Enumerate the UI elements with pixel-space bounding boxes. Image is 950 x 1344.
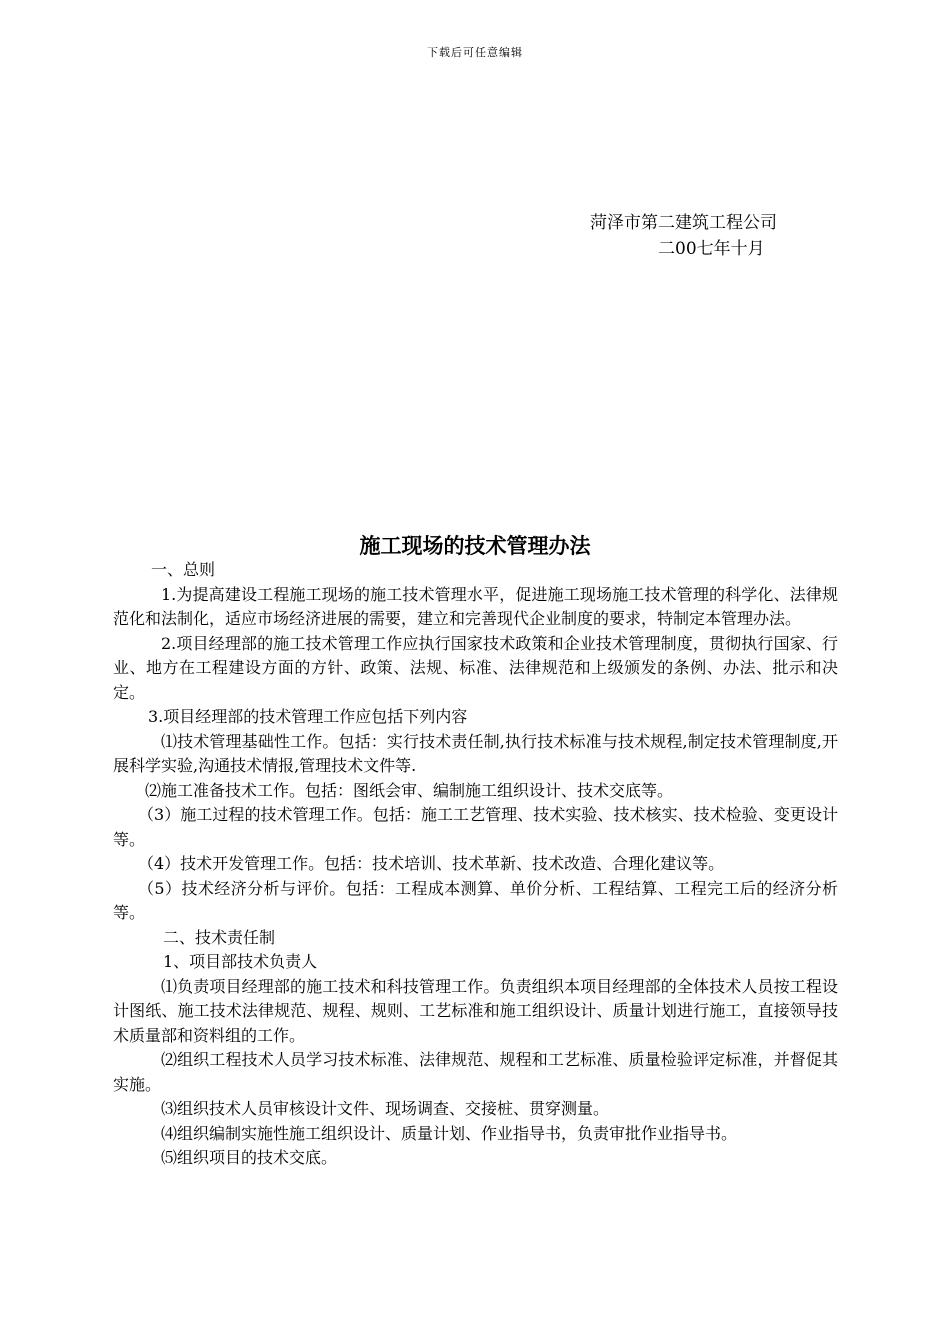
list-item: （4）技术开发管理工作。包括：技术培训、技术革新、技术改造、合理化建议等。: [138, 854, 725, 873]
list-item: （3）施工过程的技术管理工作。包括：施工工艺管理、技术实验、技术核实、技术检验、变更设计等。: [113, 805, 838, 849]
list-item: ⑸组织项目的技术交底。: [161, 1148, 338, 1167]
section-heading: 一、总则: [151, 560, 216, 579]
paragraph: 3.项目经理部的技术管理工作应包括下列内容: [148, 707, 468, 726]
list-item: ⑷组织编制实施性施工组织设计、质量计划、作业指导书，负责审批作业指导书。: [161, 1123, 738, 1143]
page-header-note: 下载后可任意编辑: [427, 46, 523, 59]
list-item: ⑴技术管理基础性工作。包括：实行技术责任制,执行技术标准与技术规程,制定技术管理制度,开展科学实验,沟通技术情报,管理技术文件等.: [113, 731, 838, 775]
list-item: ⑵组织工程技术人员学习技术标准、法律规范、规程和工艺标准、质量检验评定标准，并督促其实施。: [113, 1050, 838, 1094]
list-item: （5）技术经济分析与评价。包括：工程成本测算、单价分析、工程结算、工程完工后的经济分析等。: [113, 878, 838, 922]
company-name: 菏泽市第二建筑工程公司: [590, 213, 777, 233]
list-item: ⑵施工准备技术工作。包括：图纸会审、编制施工组织设计、技术交底等。: [145, 780, 674, 800]
paragraph: 2.项目经理部的施工技术管理工作应执行国家技术政策和企业技术管理制度，贯彻执行国家、行业、地方在工程建设方面的方针、政策、法规、标准、法律规范和上级颁发的条例、办法、批示和决定。: [113, 633, 838, 702]
document-title: 施工现场的技术管理办法: [359, 534, 591, 558]
section-heading: 二、技术责任制: [163, 927, 276, 947]
list-item: ⑶组织技术人员审核设计文件、现场调查、交接桩、贯穿测量。: [161, 1099, 610, 1118]
list-item: ⑴负责项目经理部的施工技术和科技管理工作。负责组织本项目经理部的全体技术人员按工程设计图纸、施工技术法律规范、规程、规则、工艺标准和施工组织设计、质量计划进行施工，直接领导技术质量部和资料组的工作。: [113, 976, 838, 1045]
document-body: [113, 558, 838, 1171]
document-date: 二00七年十月: [658, 239, 765, 259]
paragraph: 1.为提高建设工程施工现场的施工技术管理水平，促进施工现场施工技术管理的科学化、法律规范化和法制化，适应市场经济进展的需要，建立和完善现代企业制度的要求，特制定本管理办法。: [113, 584, 838, 628]
subsection-heading: 1、项目部技术负责人: [163, 952, 318, 971]
